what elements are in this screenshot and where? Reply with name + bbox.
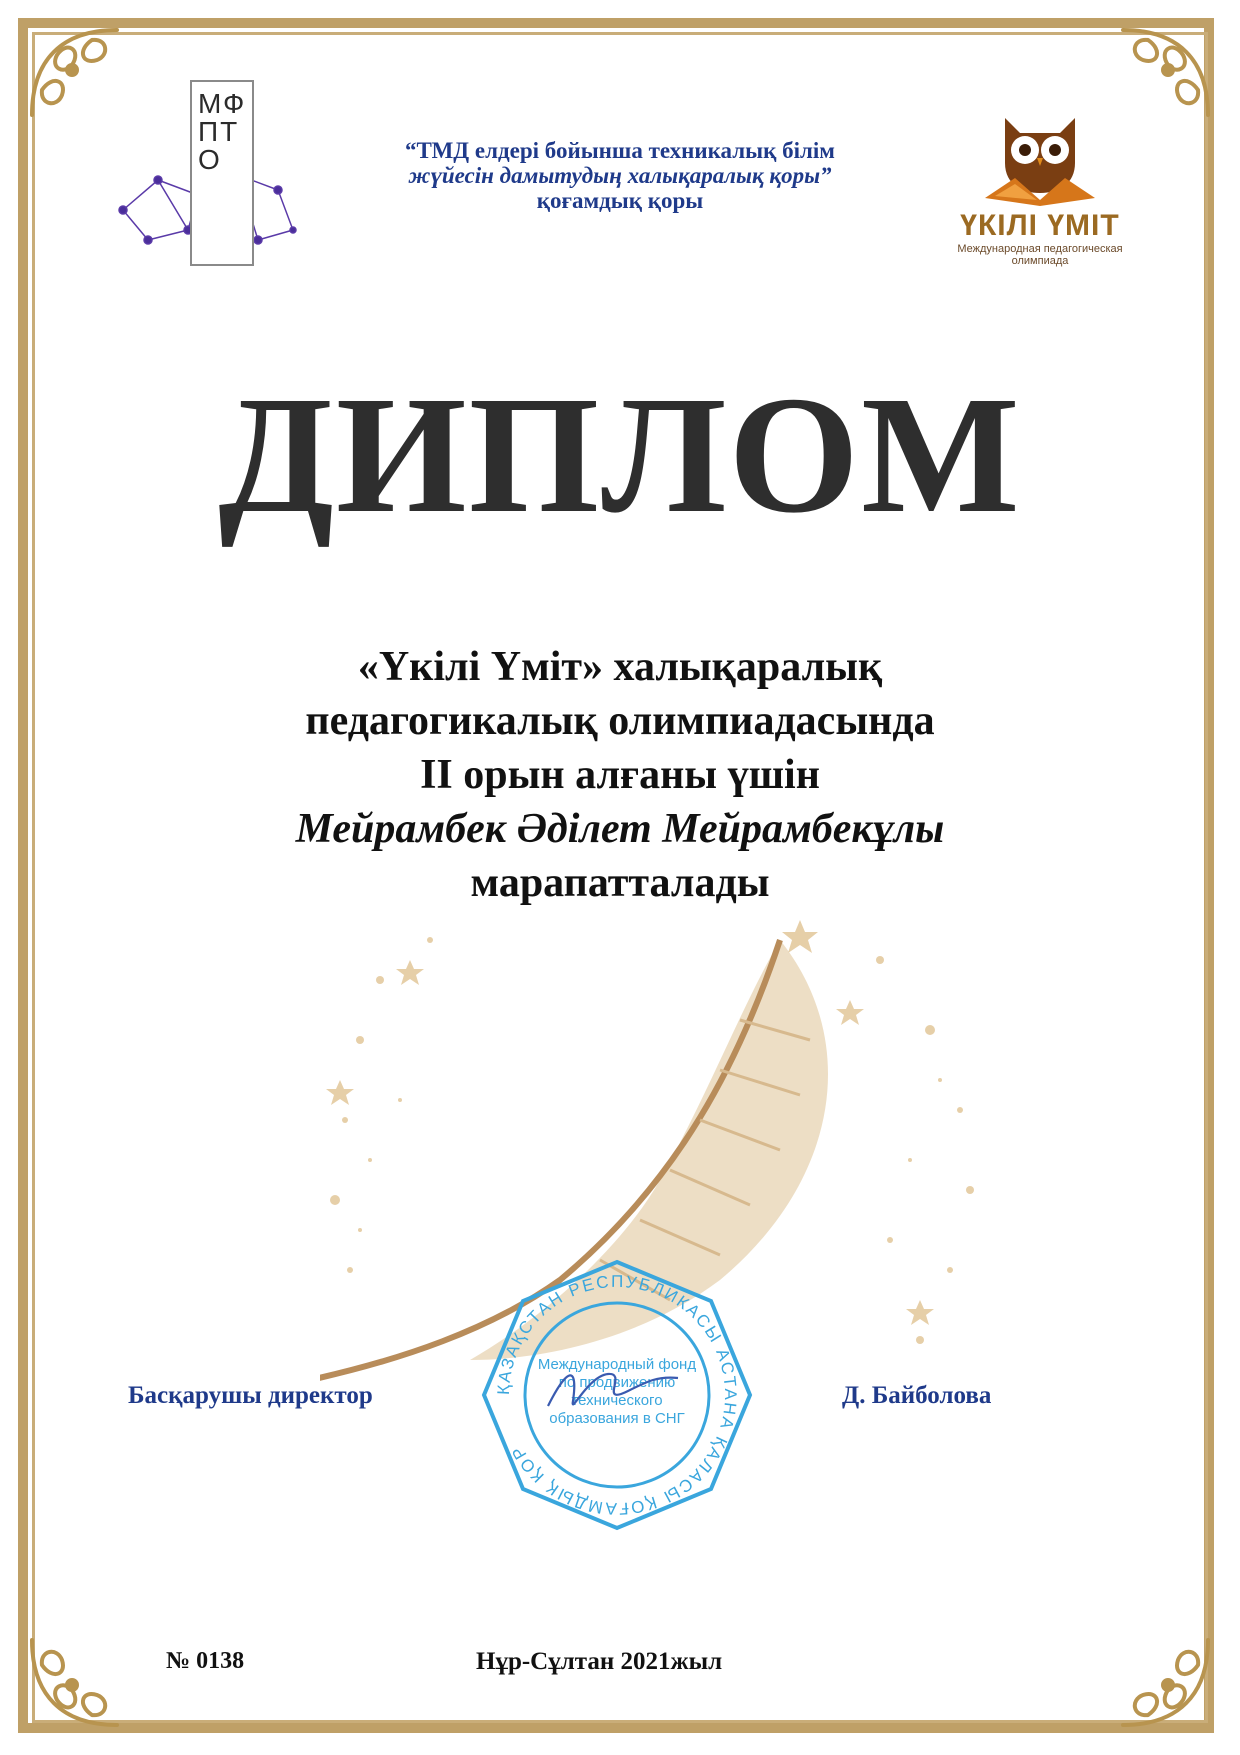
owl-logo-title: ҮКІЛІ ҮМІТ [960, 209, 1120, 242]
owl-logo-sub-1: Международная педагогическая [957, 243, 1123, 255]
official-stamp [478, 1256, 756, 1534]
ukili-umit-logo [940, 108, 1140, 268]
corner-ornament-icon [22, 1625, 132, 1735]
signature-name: Д. Байболова [842, 1382, 992, 1409]
owl-logo-sub-2: олимпиада [1011, 255, 1069, 267]
logo-letters-1: МФ [198, 88, 247, 119]
mfpto-logo [118, 80, 298, 270]
diploma-number: № 0138 [166, 1648, 245, 1674]
stamp-center-3: технического [571, 1392, 663, 1409]
logo-letters-3: О [198, 144, 222, 175]
stamp-center-2: по продвижению [558, 1374, 676, 1391]
signature-position: Басқарушы директор [128, 1382, 373, 1409]
diploma-title: ДИПЛОМ [218, 362, 1022, 548]
recipient-name: Мейрамбек Әділет Мейрамбекұлы [295, 806, 945, 852]
org-line-3: қоғамдық қоры [536, 188, 704, 213]
owl-icon [975, 108, 1105, 208]
stamp-center-1: Международный фонд [537, 1356, 697, 1373]
body-line-2: педагогикалық олимпиадасында [305, 698, 935, 744]
org-line-2: жүйесін дамытудың халықаралық қоры” [408, 163, 832, 188]
org-line-1: “ТМД елдері бойынша техникалық білім [405, 138, 835, 163]
stamp-ring-text: ҚАЗАҚСТАН РЕСПУБЛИКАСЫ АСТАНА ҚАЛАСЫ ҚОҒАМДЫҚ ҚОР [493, 1271, 741, 1519]
logo-letters-2: ПТ [198, 116, 240, 147]
corner-ornament-icon [1108, 1625, 1218, 1735]
body-line-1: «Үкілі Үміт» халықаралық [357, 644, 883, 690]
organization-header [320, 138, 920, 213]
corner-ornament-icon [22, 20, 132, 130]
diploma-body [0, 640, 1240, 910]
mfpto-logo-box [190, 80, 254, 266]
stamp-center-4: образования в СНГ [549, 1410, 685, 1427]
body-line-5: марапатталады [470, 860, 770, 906]
body-line-3: II орын алғаны үшін [420, 752, 820, 798]
city-year: Нұр-Сұлтан 2021жыл [476, 1648, 723, 1675]
